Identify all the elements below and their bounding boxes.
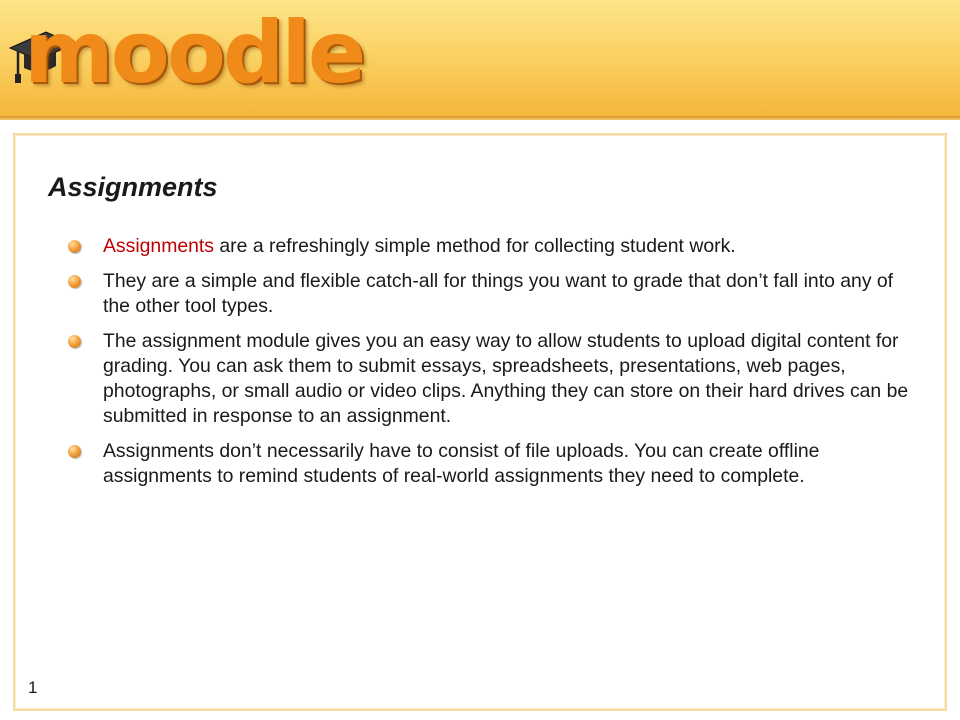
- bullet-text: are a refreshingly simple method for collecting student work.: [214, 235, 736, 257]
- orange-ball-bullet-icon: [68, 275, 81, 288]
- orange-ball-bullet-icon: [68, 445, 81, 458]
- header-divider: [0, 116, 960, 120]
- bullet-text: They are a simple and flexible catch-all for things you want to grade that don’t fall into any of the other tool types.: [103, 270, 894, 317]
- orange-ball-bullet-icon: [68, 335, 81, 348]
- bullet-text: Assignments don’t necessarily have to consist of file uploads. You can create offline assignments to remind students of real-world assignments they need to complete.: [103, 440, 820, 487]
- header-banner: [0, 0, 960, 118]
- moodle-logo: [6, 3, 364, 108]
- bullet-item: [60, 439, 920, 489]
- bullet-item: [60, 234, 920, 259]
- page-number: 1: [28, 678, 38, 697]
- bullet-item: [60, 269, 920, 319]
- slide-title: Assignments: [48, 172, 218, 202]
- bullet-list: [60, 234, 920, 499]
- logo-wordmark: moodle: [24, 3, 364, 103]
- highlighted-term: Assignments: [103, 235, 215, 257]
- bullet-item: [60, 329, 920, 429]
- orange-ball-bullet-icon: [68, 240, 81, 253]
- bullet-text: The assignment module gives you an easy way to allow students to upload digital content for grading. You can ask them to submit essays, spreadsheets, presentations, web pages, photographs, or small audio or video clips. Anything they can store on their hard drives can be submitted in response to an assignment.: [103, 330, 909, 427]
